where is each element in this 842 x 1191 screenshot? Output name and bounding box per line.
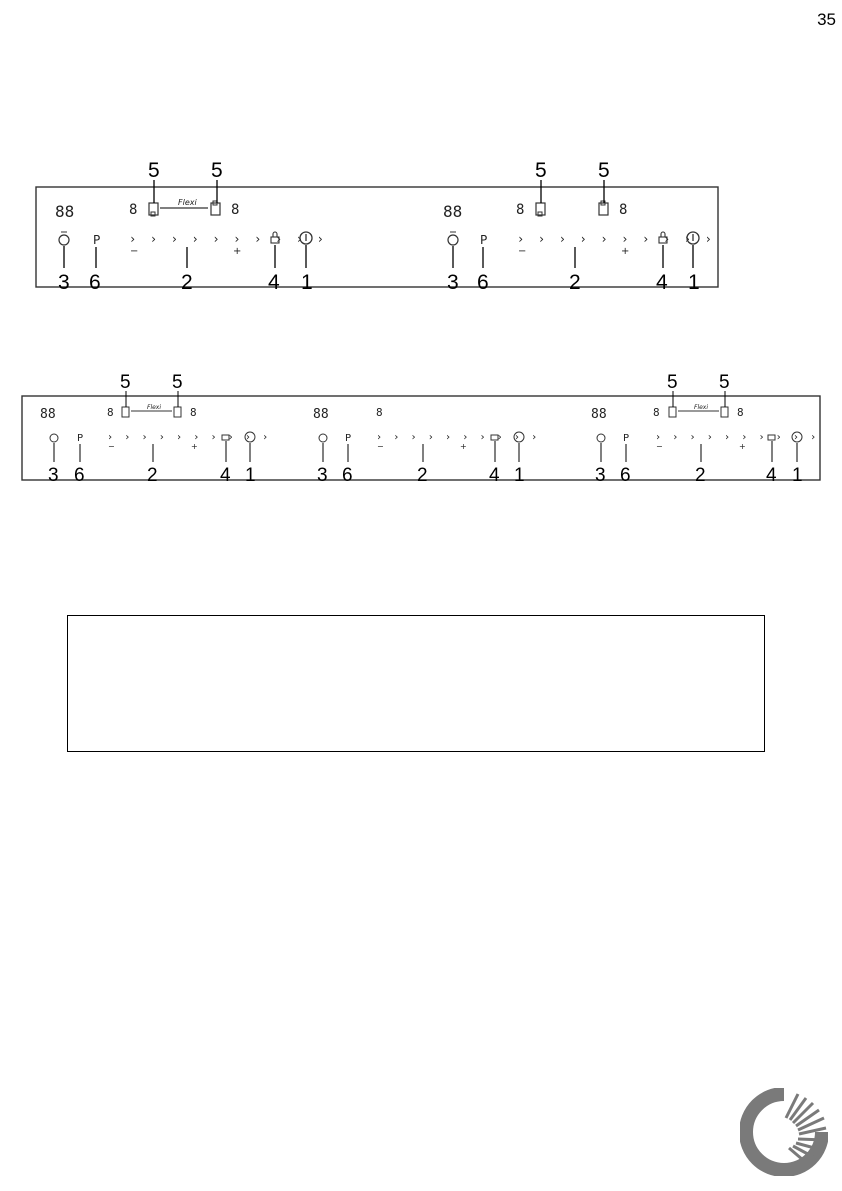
timer-display: 88 [313, 407, 329, 422]
zone-display: 8 [231, 202, 240, 218]
callout-1: 1 [245, 465, 256, 486]
zone-icon [122, 407, 129, 417]
pause-icon: P [345, 433, 352, 444]
zone-icon [536, 203, 545, 215]
callout-3: 3 [317, 465, 328, 486]
callout-6: 6 [620, 465, 631, 486]
callout-6: 6 [342, 465, 353, 486]
slider-minus: − [130, 246, 139, 257]
timer-display: 88 [40, 407, 56, 422]
callout-2: 2 [569, 271, 581, 294]
timer-icon [50, 434, 58, 442]
panel-section-b [313, 406, 540, 451]
flex-label: Flexi [178, 198, 197, 207]
slider-plus: + [739, 442, 746, 451]
timer-display: 88 [55, 202, 75, 221]
callout-4: 4 [656, 271, 668, 294]
slider-chevron-icon: › › › › › › › › › › [517, 232, 716, 246]
callout-6: 6 [89, 271, 101, 294]
timer-display: 88 [591, 407, 607, 422]
zone-display: 8 [107, 406, 114, 419]
callout-3: 3 [58, 271, 70, 294]
callout-5: 5 [598, 159, 610, 182]
slider-plus: + [460, 442, 467, 451]
pause-icon: P [480, 233, 488, 247]
slider-plus: + [233, 246, 242, 257]
zone-icon [149, 203, 158, 215]
callout-5: 5 [172, 372, 183, 393]
zone-icon [669, 407, 676, 417]
note-box [67, 615, 765, 752]
callout-4: 4 [220, 465, 231, 486]
slider-chevron-icon: › › › › › › › › › › [376, 432, 540, 443]
callout-3: 3 [595, 465, 606, 486]
callouts-figure-1 [58, 159, 700, 294]
slider-chevron-icon: › › › › › › › › › › [129, 232, 328, 246]
timer-icon [59, 235, 69, 245]
callout-5: 5 [148, 159, 160, 182]
slider-minus: − [518, 246, 527, 257]
page-number: 35 [817, 10, 836, 29]
flex-label: Flexi [694, 404, 709, 411]
zone-display: 8 [129, 202, 138, 218]
slider-chevron-icon: › › › › › › › › › › [107, 432, 271, 443]
zone-icon [174, 407, 181, 417]
flex-label: Flexi [147, 404, 162, 411]
callout-1: 1 [514, 465, 525, 486]
callout-3: 3 [48, 465, 59, 486]
slider-minus: − [377, 442, 384, 451]
callout-2: 2 [417, 465, 428, 486]
zone-display: 8 [737, 406, 744, 419]
callout-6: 6 [477, 271, 489, 294]
callout-5: 5 [667, 372, 678, 393]
slider-minus: − [108, 442, 115, 451]
callouts-figure-2 [48, 372, 803, 486]
callout-4: 4 [268, 271, 280, 294]
callout-1: 1 [301, 271, 313, 294]
zone-display: 8 [190, 406, 197, 419]
timer-display: 88 [443, 202, 463, 221]
zone-display: 8 [653, 406, 660, 419]
callout-5: 5 [719, 372, 730, 393]
timer-icon [319, 434, 327, 442]
callout-1: 1 [688, 271, 700, 294]
callout-2: 2 [695, 465, 706, 486]
callout-6: 6 [74, 465, 85, 486]
callout-2: 2 [147, 465, 158, 486]
callout-5: 5 [120, 372, 131, 393]
callout-3: 3 [447, 271, 459, 294]
panel-section-a [40, 404, 271, 451]
brand-logo-icon [740, 1088, 828, 1176]
pause-icon: P [93, 233, 101, 247]
callout-4: 4 [489, 465, 500, 486]
zone-icon [721, 407, 728, 417]
slider-minus: − [656, 442, 663, 451]
slider-plus: + [621, 246, 630, 257]
callout-5: 5 [211, 159, 223, 182]
timer-icon [448, 235, 458, 245]
timer-icon [597, 434, 605, 442]
callout-1: 1 [792, 465, 803, 486]
zone-display: 8 [376, 406, 383, 419]
slider-plus: + [191, 442, 198, 451]
panel-right [443, 201, 715, 257]
slider-chevron-icon: › › › › › › › › › › [655, 432, 819, 443]
pause-icon: P [77, 433, 84, 444]
pause-icon: P [623, 433, 630, 444]
figure-two-zone-panel [36, 159, 718, 294]
zone-display: 8 [619, 202, 628, 218]
callout-2: 2 [181, 271, 193, 294]
zone-display: 8 [516, 202, 525, 218]
callout-5: 5 [535, 159, 547, 182]
panel-section-c [591, 404, 819, 451]
figure-three-zone-panel [22, 372, 820, 486]
callout-4: 4 [766, 465, 777, 486]
